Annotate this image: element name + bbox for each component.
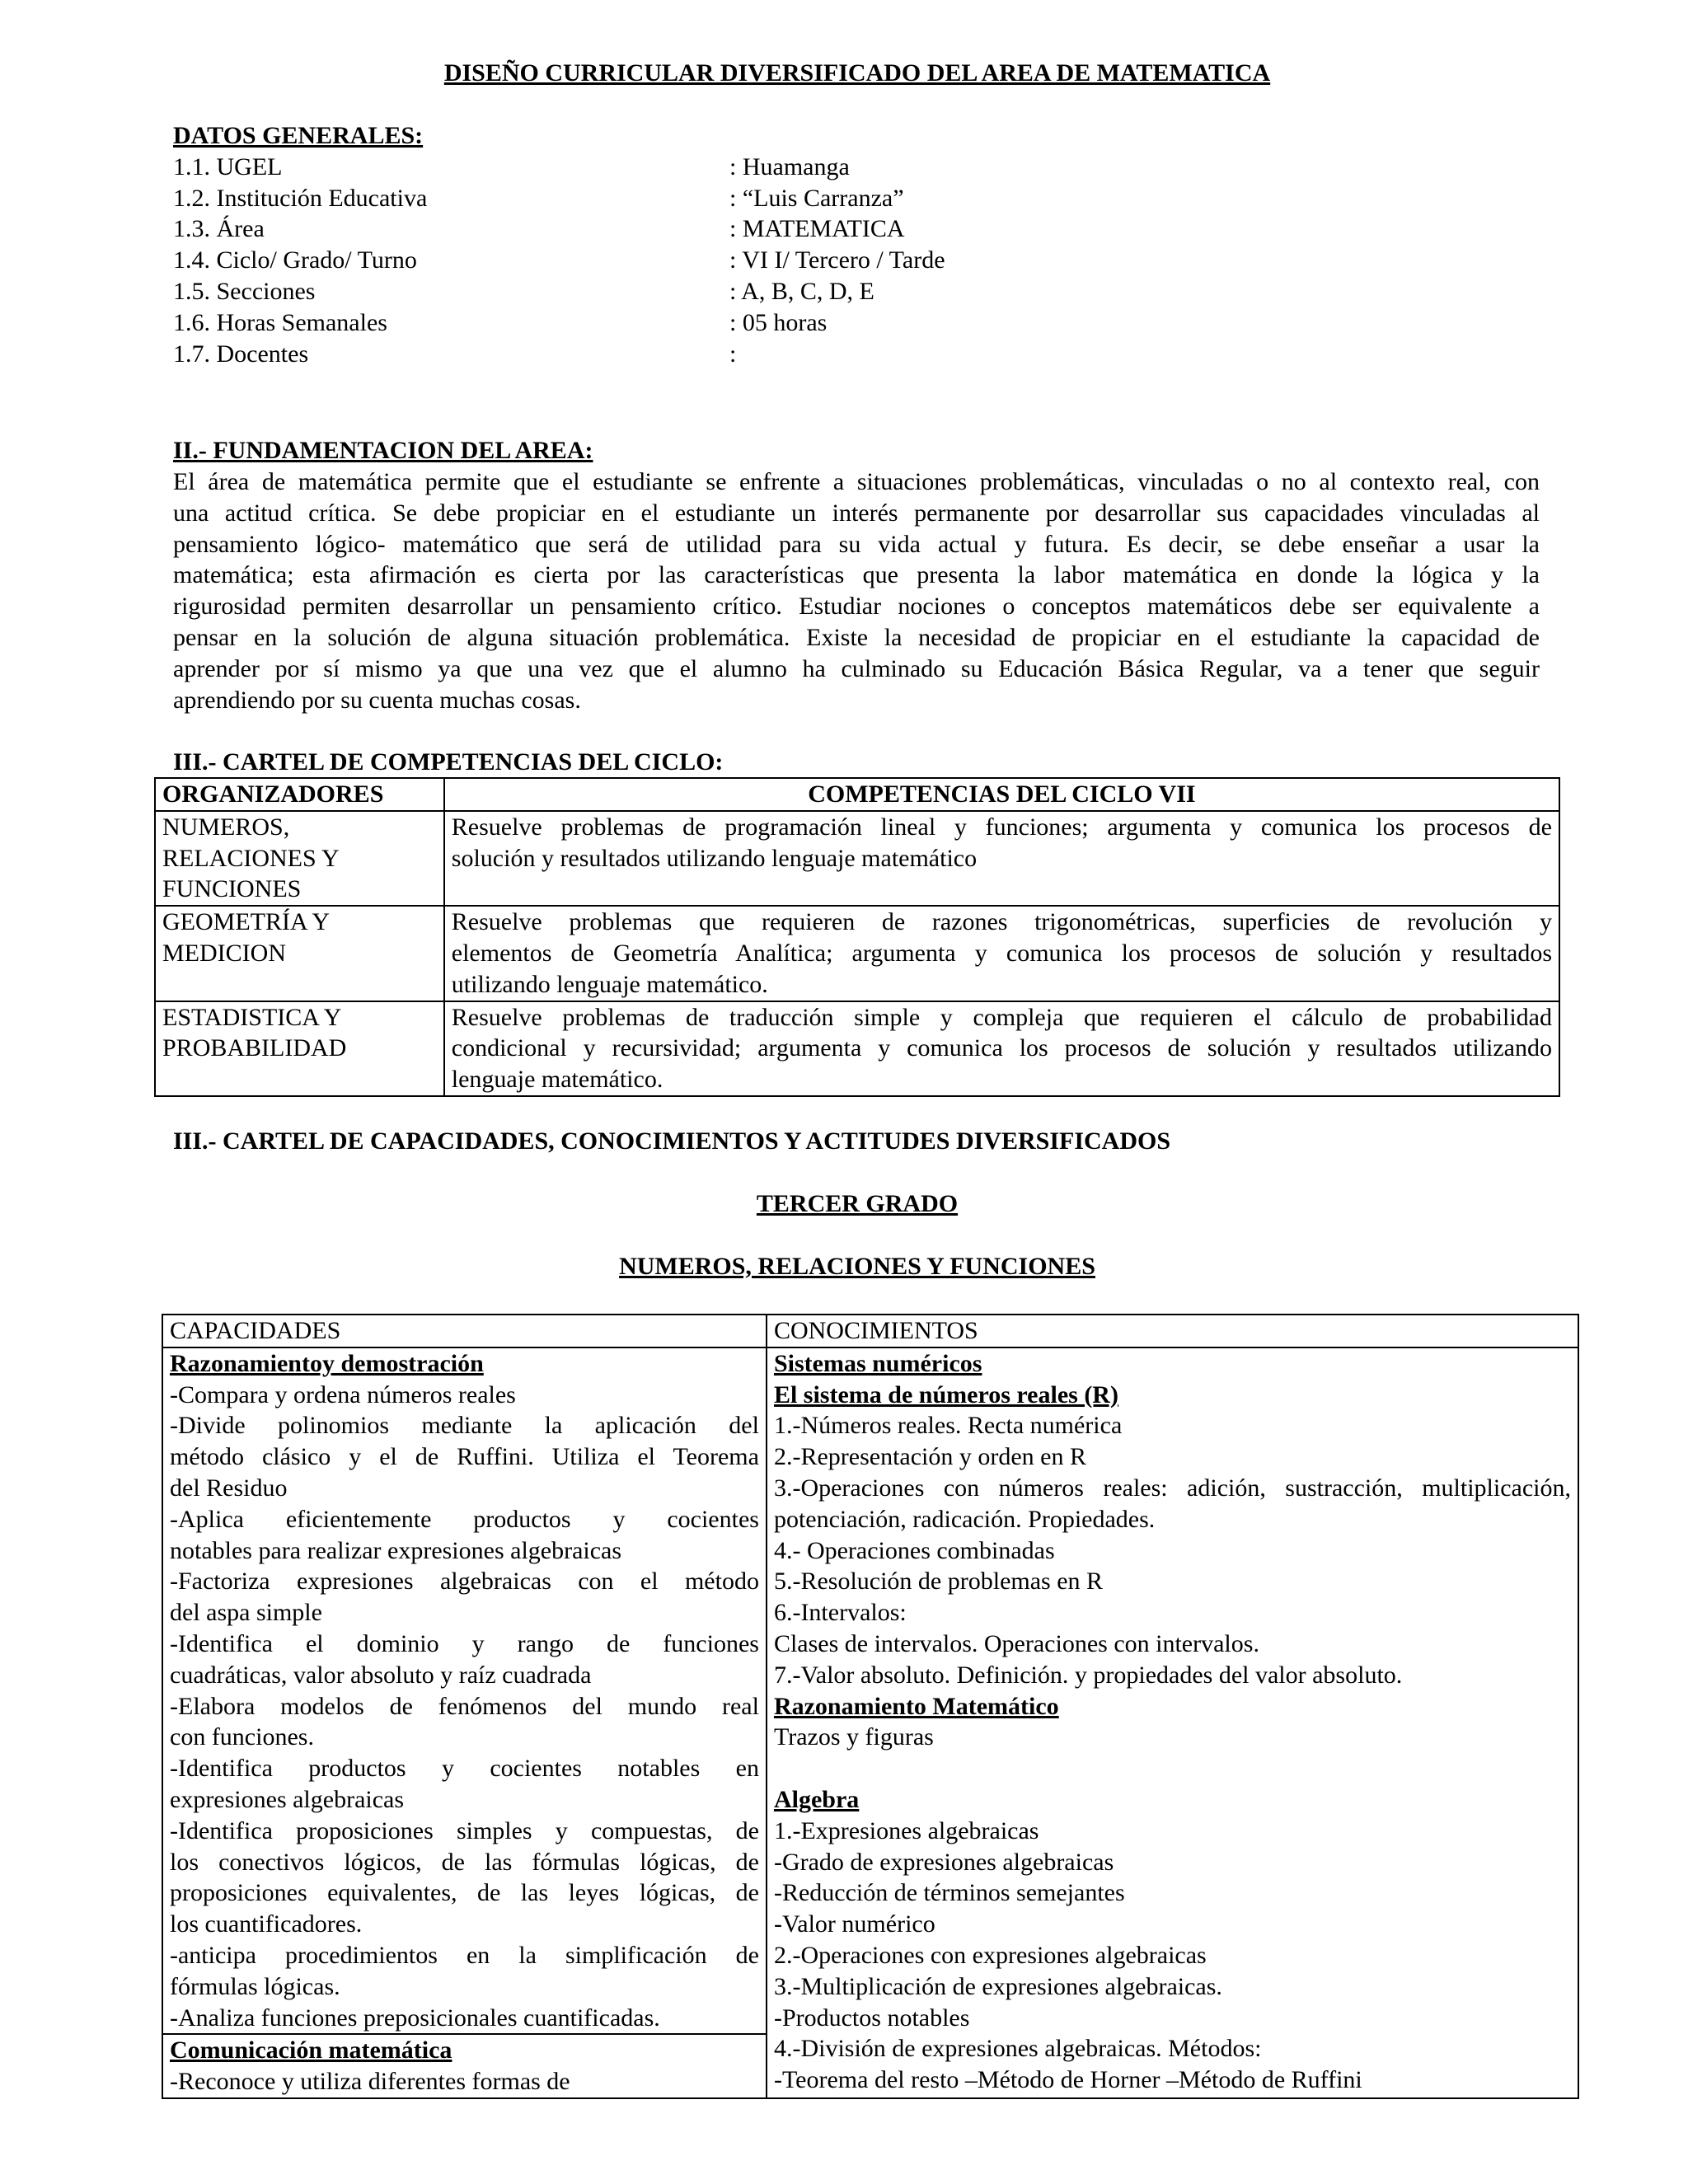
paragraph-line: aprender por sí mismo ya que una vez que el alumno ha culminado su Educación Básica Regular, va a tener que seguir	[173, 654, 1540, 682]
capacidad-line: los cuantificadores.	[170, 1910, 363, 1938]
document-title: DISEÑO CURRICULAR DIVERSIFICADO DEL AREA DE MATEMATICA	[443, 59, 1271, 87]
competencia-line: utilizando lenguaje matemático.	[451, 970, 768, 998]
paragraph-line: aprendiendo por su cuenta muchas cosas.	[173, 686, 581, 714]
organizador-cell	[155, 906, 444, 1001]
organizador-line: RELACIONES Y	[162, 844, 340, 872]
grado-title: TERCER GRADO	[756, 1190, 959, 1217]
capacidad-line: cuadráticas, valor absoluto y raíz cuadrada	[170, 1661, 592, 1689]
conocimiento-line: 3.-Operaciones con números reales: adición, sustracción, multiplicación,	[773, 1474, 1571, 1502]
dato-row	[173, 245, 945, 276]
dato-value: : MATEMATICA	[729, 215, 905, 243]
capacidad-line: -anticipa procedimientos en la simplificación de	[170, 1941, 759, 1969]
conocimiento-line: -Productos notables	[773, 2004, 970, 2032]
dato-label: 1.3. Área	[173, 215, 265, 243]
conocimiento-line: 5.-Resolución de problemas en R	[773, 1568, 1104, 1596]
capacidad-line: con funciones.	[170, 1723, 314, 1751]
razmat-heading: Razonamiento Matemático	[773, 1692, 1059, 1720]
dato-row	[173, 339, 737, 370]
capacidad-line: -Identifica el dominio y rango de funciones	[170, 1629, 759, 1657]
organizador-line: MEDICION	[162, 939, 286, 967]
paragraph-line: pensar en la solución de alguna situación problemática. Existe la necesidad de propiciar en el estudiante la capacidad de	[173, 623, 1540, 651]
conocimientos-cell	[767, 1347, 1578, 2098]
paragraph-line: pensamiento lógico- matemático que será de utilidad para su vida actual y futura. Es decir, se debe enseñar a usar la	[173, 530, 1540, 558]
organizador-line: PROBABILIDAD	[162, 1034, 347, 1062]
fundamentacion-paragraph	[173, 466, 1540, 715]
dato-value: : Huamanga	[729, 152, 850, 180]
razonamiento-heading: Razonamientoy demostración	[170, 1349, 484, 1377]
dato-label: 1.5. Secciones	[173, 277, 316, 305]
capacidad-line: -Reconoce y utiliza diferentes formas de	[170, 2068, 570, 2096]
dato-row	[173, 183, 904, 214]
competencia-line: elementos de Geometría Analítica; argumenta y comunica los procesos de solución y resultados	[451, 939, 1552, 967]
dato-label: 1.4. Ciclo/ Grado/ Turno	[173, 246, 417, 274]
header-capacidades: CAPACIDADES	[162, 1315, 767, 1347]
competencia-line: condicional y recursividad; argumenta y comunica los procesos de solución y resultados utilizando	[451, 1034, 1552, 1062]
capacidad-line: proposiciones equivalentes, de las leyes lógicas, de	[170, 1879, 759, 1907]
header-organizadores: ORGANIZADORES	[155, 778, 444, 811]
organizador-line: ESTADISTICA Y	[162, 1003, 342, 1031]
dato-label: 1.7. Docentes	[173, 340, 309, 368]
conocimiento-line: 1.-Expresiones algebraicas	[773, 1816, 1039, 1844]
comunicacion-heading: Comunicación matemática	[170, 2036, 452, 2064]
fundamentacion-heading: II.- FUNDAMENTACION DEL AREA:	[173, 437, 593, 464]
reales-heading: El sistema de números reales (R)	[773, 1380, 1118, 1408]
organizador-cell	[155, 1001, 444, 1096]
sistemas-heading: Sistemas numéricos	[773, 1349, 982, 1377]
organizador-line: GEOMETRÍA Y	[162, 908, 331, 936]
dato-value: : VI I/ Tercero / Tarde	[729, 246, 945, 274]
conocimiento-line: 2.-Representación y orden en R	[773, 1443, 1086, 1471]
conocimiento-line: -Valor numérico	[773, 1910, 935, 1938]
conocimiento-line: 7.-Valor absoluto. Definición. y propiedades del valor absoluto.	[773, 1661, 1403, 1689]
capacidad-line: -Compara y ordena números reales	[170, 1380, 516, 1408]
conocimiento-line: -Reducción de términos semejantes	[773, 1879, 1125, 1907]
paragraph-line: matemática; esta afirmación es cierta por las características que presenta la labor matemática en donde la lógica y la	[173, 561, 1540, 589]
competencia-cell	[444, 906, 1559, 1001]
conocimiento-line: 6.-Intervalos:	[773, 1599, 907, 1627]
comunicacion-block	[163, 2033, 766, 2097]
conocimiento-line: 4.-División de expresiones algebraicas. Métodos:	[773, 2035, 1262, 2063]
capacidad-line: notables para realizar expresiones algebraicas	[170, 1536, 622, 1564]
competencias-heading: III.- CARTEL DE COMPETENCIAS DEL CICLO:	[173, 748, 724, 776]
competencia-cell	[444, 811, 1559, 906]
competencias-table	[154, 777, 1560, 1097]
competencia-cell	[444, 1001, 1559, 1096]
table-row	[155, 1001, 1559, 1096]
blank-line	[774, 1753, 1571, 1784]
capacidad-line: los conectivos lógicos, de las fórmulas lógicas, de	[170, 1848, 759, 1876]
table-header-row	[155, 778, 1559, 811]
table-header-row	[162, 1315, 1578, 1347]
capacidad-line: -Identifica productos y cocientes notables en	[170, 1755, 759, 1783]
dato-value: : 05 horas	[729, 308, 828, 336]
organizador-line: NUMEROS,	[162, 813, 290, 841]
paragraph-line: rigurosidad permiten desarrollar un pensamiento crítico. Estudiar nociones o conceptos matemáticos debe ser equivalente a	[173, 593, 1540, 621]
competencia-line: solución y resultados utilizando lenguaje matemático	[451, 844, 978, 872]
capacidad-line: del aspa simple	[170, 1599, 322, 1627]
header-conocimientos: CONOCIMIENTOS	[767, 1315, 1578, 1347]
organizador-title: NUMEROS, RELACIONES Y FUNCIONES	[619, 1253, 1095, 1280]
capacidad-line: expresiones algebraicas	[170, 1785, 405, 1813]
conocimiento-line: 2.-Operaciones con expresiones algebraicas	[773, 1941, 1207, 1969]
dato-value: : “Luis Carranza”	[729, 184, 904, 212]
capacidad-line: -Aplica eficientemente productos y cocientes	[170, 1505, 759, 1533]
datos-generales	[173, 120, 945, 369]
capacidad-line: del Residuo	[170, 1474, 288, 1502]
datos-generales-heading: DATOS GENERALES:	[173, 122, 424, 149]
capacidades-heading: III.- CARTEL DE CAPACIDADES, CONOCIMIENTOS Y ACTITUDES DIVERSIFICADOS	[173, 1127, 1171, 1155]
dato-label: 1.6. Horas Semanales	[173, 308, 387, 336]
conocimiento-line: 1.-Números reales. Recta numérica	[773, 1412, 1123, 1440]
capacidad-line: método clásico y el de Ruffini. Utiliza el Teorema	[170, 1443, 759, 1471]
capacidades-cell	[162, 1347, 767, 2098]
conocimiento-line: 4.- Operaciones combinadas	[773, 1536, 1055, 1564]
competencia-line: Resuelve problemas de programación lineal y funciones; argumenta y comunica los procesos de	[451, 813, 1552, 841]
conocimiento-line: potenciación, radicación. Propiedades.	[773, 1505, 1156, 1533]
capacidad-line: -Analiza funciones preposicionales cuantificadas.	[170, 2004, 660, 2032]
table-row	[162, 1347, 1578, 2098]
capacidad-line: -Identifica proposiciones simples y compuestas, de	[170, 1816, 759, 1844]
conocimiento-line: -Grado de expresiones algebraicas	[773, 1848, 1114, 1876]
dato-value: :	[729, 340, 737, 368]
competencia-line: lenguaje matemático.	[451, 1066, 663, 1094]
dato-row	[173, 152, 850, 183]
competencia-line: Resuelve problemas que requieren de razones trigonométricas, superficies de revolución y	[451, 908, 1552, 936]
capacidades-table	[162, 1314, 1579, 2099]
organizador-cell	[155, 811, 444, 906]
dato-value: : A, B, C, D, E	[729, 277, 874, 305]
paragraph-line: El área de matemática permite que el estudiante se enfrente a situaciones problemáticas, vinculadas o no al contexto real, con	[173, 468, 1540, 495]
organizador-line: FUNCIONES	[162, 875, 302, 903]
header-competencias: COMPETENCIAS DEL CICLO VII	[444, 778, 1559, 811]
capacidad-line: -Factoriza expresiones algebraicas con el método	[170, 1568, 759, 1596]
dato-label: 1.2. Institución Educativa	[173, 184, 428, 212]
conocimiento-line: Trazos y figuras	[773, 1723, 934, 1751]
capacidad-line: -Divide polinomios mediante la aplicación del	[170, 1412, 759, 1440]
capacidad-line: -Elabora modelos de fenómenos del mundo real	[170, 1692, 759, 1720]
conocimiento-line: -Teorema del resto –Método de Horner –Método de Ruffini	[773, 2066, 1362, 2094]
table-row	[155, 811, 1559, 906]
dato-row	[173, 213, 905, 245]
conocimiento-line: Clases de intervalos. Operaciones con intervalos.	[773, 1629, 1259, 1657]
capacidad-line: fórmulas lógicas.	[170, 1972, 340, 2000]
dato-label: 1.1. UGEL	[173, 152, 283, 180]
algebra-heading: Algebra	[773, 1785, 860, 1813]
table-row	[155, 906, 1559, 1001]
competencia-line: Resuelve problemas de traducción simple y compleja que requieren el cálculo de probabilidad	[451, 1003, 1552, 1031]
dato-row	[173, 276, 874, 307]
dato-row	[173, 307, 828, 339]
paragraph-line: una actitud crítica. Se debe propiciar en el estudiante un interés permanente por desarrollar sus capacidades vinculadas al	[173, 499, 1540, 527]
conocimiento-line: 3.-Multiplicación de expresiones algebraicas.	[773, 1972, 1222, 2000]
